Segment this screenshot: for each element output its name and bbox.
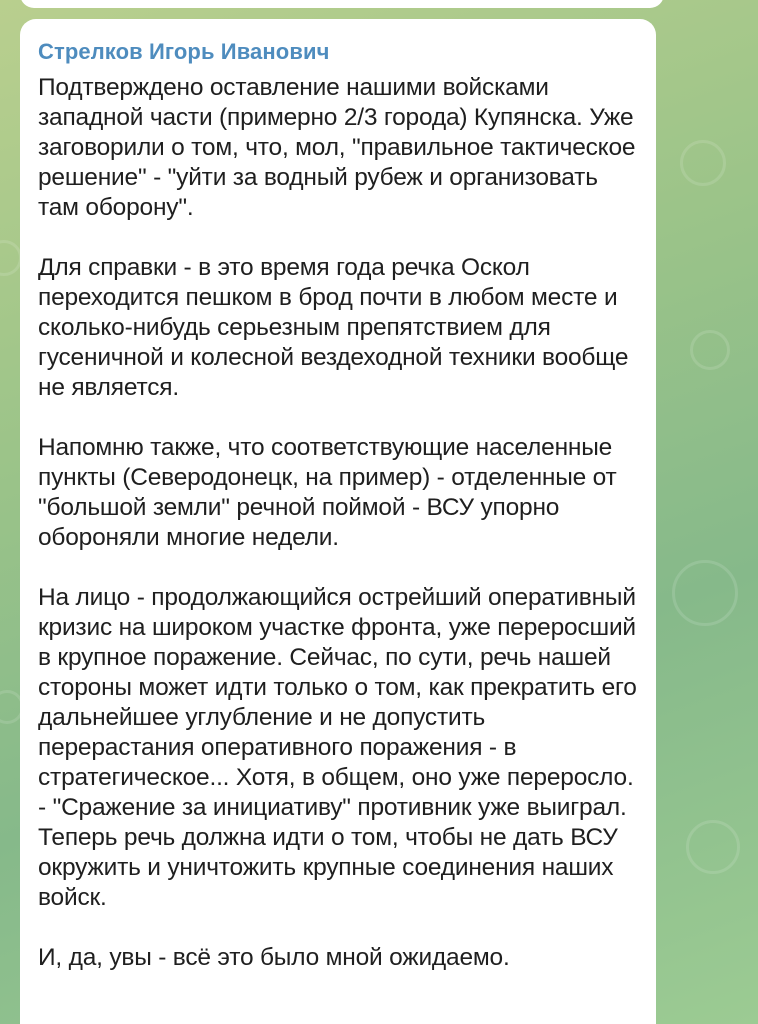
previous-message-bubble[interactable] (20, 0, 664, 8)
message-text: Подтверждено оставление нашими войсками западной части (примерно 2/3 города) Купянска. Уже заговорили о том, что, мол, "правильное тактическое решение" - "уйти за водный рубеж и организовать там оборону". Для справки - в это время года речка Оскол переходится пешком в брод почти в любом месте и сколько-нибудь серьезным препятствием для гусеничной и колесной вездеходной техники вообще не является. Напомню также, что соответствующие населенные пункты (Северодонецк, на пример) - отделенные от "большой земли" речной поймой - ВСУ упорно обороняли многие недели. На лицо - продолжающийся острейший оперативный кризис на широком участке фронта, уже переросший в крупное поражение. Сейчас, по сути, речь нашей стороны может идти только о том, как прекратить его дальнейшее углубление и не допустить перерастания оперативного поражения - в стратегическое... Хотя, в общем, оно уже переросло. - "Сражение за инициативу" противник уже выиграл. Теперь речь должна идти о том, чтобы не дать ВСУ окружить и уничтожить крупные соединения наших войск. И, да, увы - всё это было мной ожидаемо. (38, 74, 637, 971)
wallpaper-doodle (690, 330, 730, 370)
wallpaper-doodle (686, 820, 740, 874)
wallpaper-doodle (0, 240, 22, 276)
wallpaper-doodle (680, 140, 726, 186)
wallpaper-doodle (672, 560, 738, 626)
message-bubble[interactable] (20, 19, 656, 1024)
sender-name[interactable]: Стрелков Игорь Иванович (38, 39, 330, 64)
